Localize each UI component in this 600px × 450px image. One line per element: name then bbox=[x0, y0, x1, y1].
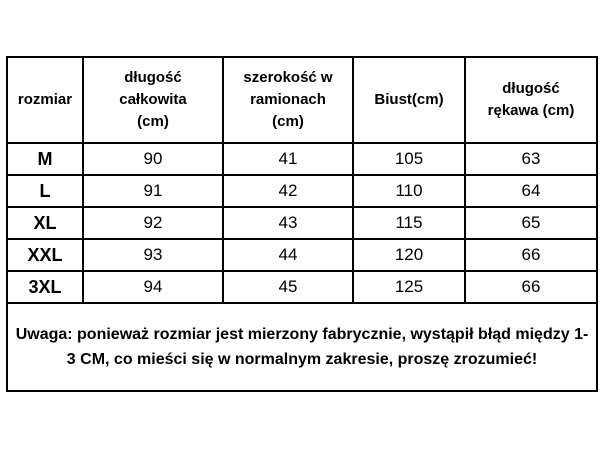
header-total-length bbox=[83, 57, 223, 143]
header-size bbox=[7, 57, 83, 143]
header-line: całkowita bbox=[119, 91, 187, 108]
size-label: XXL bbox=[7, 239, 83, 271]
sleeve-length-value: 63 bbox=[465, 143, 597, 175]
size-label: 3XL bbox=[7, 271, 83, 303]
header-sleeve-length bbox=[465, 57, 597, 143]
shoulder-width-value: 45 bbox=[223, 271, 353, 303]
size-chart-table bbox=[6, 56, 598, 392]
shoulder-width-value: 42 bbox=[223, 175, 353, 207]
shoulder-width-value: 41 bbox=[223, 143, 353, 175]
size-label: L bbox=[7, 175, 83, 207]
bust-value: 115 bbox=[353, 207, 465, 239]
bust-value: 125 bbox=[353, 271, 465, 303]
bust-value: 105 bbox=[353, 143, 465, 175]
header-line: (cm) bbox=[272, 113, 304, 130]
table-row bbox=[7, 207, 597, 239]
total-length-value: 93 bbox=[83, 239, 223, 271]
sleeve-length-value: 64 bbox=[465, 175, 597, 207]
total-length-value: 91 bbox=[83, 175, 223, 207]
table-row bbox=[7, 143, 597, 175]
bust-value: 120 bbox=[353, 239, 465, 271]
total-length-value: 94 bbox=[83, 271, 223, 303]
shoulder-width-value: 44 bbox=[223, 239, 353, 271]
header-line: szerokość w bbox=[243, 69, 333, 86]
table-row bbox=[7, 175, 597, 207]
sleeve-length-value: 66 bbox=[465, 271, 597, 303]
header-line: długość bbox=[502, 80, 560, 97]
table-row bbox=[7, 239, 597, 271]
size-label: XL bbox=[7, 207, 83, 239]
size-label: M bbox=[7, 143, 83, 175]
header-row bbox=[7, 57, 597, 143]
header-bust bbox=[353, 57, 465, 143]
bust-value: 110 bbox=[353, 175, 465, 207]
header-line: (cm) bbox=[137, 113, 169, 130]
header-line: rozmiar bbox=[17, 91, 73, 108]
header-shoulder-width bbox=[223, 57, 353, 143]
shoulder-width-value: 43 bbox=[223, 207, 353, 239]
sleeve-length-value: 65 bbox=[465, 207, 597, 239]
total-length-value: 92 bbox=[83, 207, 223, 239]
header-line: Biust(cm) bbox=[374, 91, 444, 108]
header-line: długość bbox=[124, 69, 182, 86]
note-row bbox=[7, 303, 597, 391]
measurement-note: Uwaga: ponieważ rozmiar jest mierzony fabrycznie, wystąpił błąd między 1-3 CM, co mieści się w normalnym zakresie, proszę zrozumieć! bbox=[7, 303, 597, 391]
header-line: ramionach bbox=[250, 91, 326, 108]
sleeve-length-value: 66 bbox=[465, 239, 597, 271]
header-line: rękawa (cm) bbox=[487, 102, 575, 119]
total-length-value: 90 bbox=[83, 143, 223, 175]
table-row bbox=[7, 271, 597, 303]
